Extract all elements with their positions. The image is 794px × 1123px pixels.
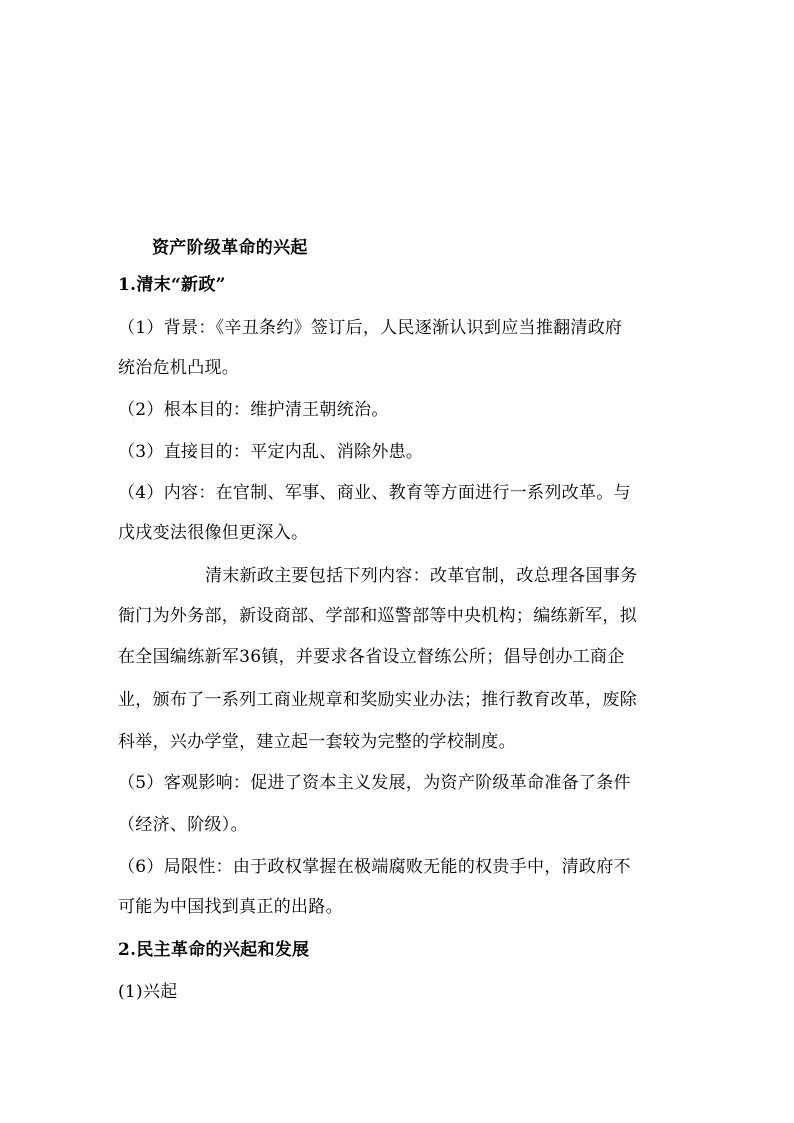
section-2-heading: 2.民主革命的兴起和发展 <box>118 940 310 960</box>
paragraph-line: （6）局限性：由于政权掌握在极端腐败无能的权贵手中，清政府不 <box>118 857 631 877</box>
paragraph-line: （5）客观影响：促进了资本主义发展，为资产阶级革命准备了条件 <box>118 773 631 793</box>
paragraph-line: 科举，兴办学堂，建立起一套较为完整的学校制度。 <box>118 732 516 752</box>
paragraph-line: 业，颁布了一系列工商业规章和奖励实业办法；推行教育改革，废除 <box>118 690 637 710</box>
paragraph-line: （4）内容：在官制、军事、商业、教育等方面进行一系列改革。与 <box>118 483 631 503</box>
paragraph-line: （经济、阶级）。 <box>118 815 248 835</box>
paragraph-line: （2）根本目的：维护清王朝统治。 <box>118 400 389 420</box>
document-title: 资产阶级革命的兴起 <box>152 238 308 258</box>
paragraph-line: 在全国编练新军36镇，并要求各省设立督练公所；倡导创办工商企 <box>118 647 625 667</box>
paragraph-line: 衙门为外务部，新设商部、学部和巡警部等中央机构；编练新军，拟 <box>118 606 637 626</box>
paragraph-line: （3）直接目的：平定内乱、消除外患。 <box>118 442 424 462</box>
section-2-subheading: (1)兴起 <box>118 982 178 1002</box>
section-1-heading: 1.清末“新政” <box>118 275 226 295</box>
paragraph-line: 戊戌变法很像但更深入。 <box>118 523 309 543</box>
paragraph-line: 统治危机凸现。 <box>118 358 240 378</box>
paragraph-line: 清末新政主要包括下列内容：改革官制，改总理各国事务 <box>205 566 638 586</box>
paragraph-line: （1）背景：《辛丑条约》签订后，人民逐渐认识到应当推翻清政府 <box>118 318 623 338</box>
paragraph-line: 可能为中国找到真正的出路。 <box>118 897 343 917</box>
